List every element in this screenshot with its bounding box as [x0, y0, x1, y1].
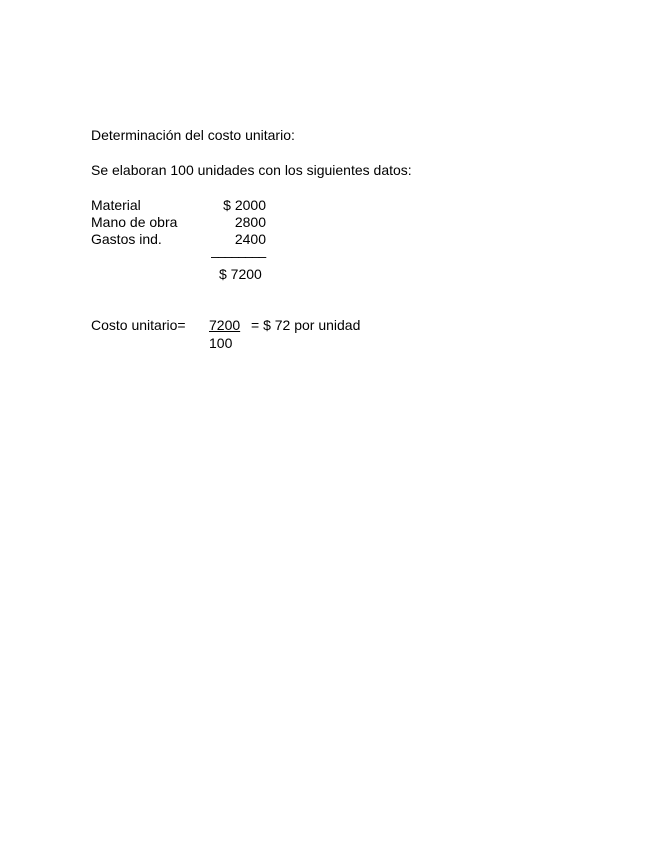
cost-label-labor: Mano de obra: [91, 214, 178, 230]
intro-text: Se elaboran 100 unidades con los siguientes datos:: [91, 162, 412, 178]
cost-amount-material: $ 2000: [223, 197, 266, 213]
cost-label-material: Material: [91, 197, 141, 213]
unit-cost-label: Costo unitario=: [91, 317, 186, 333]
fraction-denominator: 100: [209, 335, 233, 351]
cost-total: $ 7200: [219, 266, 262, 282]
document-heading: Determinación del costo unitario:: [91, 127, 295, 143]
cost-amount-overhead: 2400: [234, 231, 266, 247]
unit-cost-result: = $ 72 por unidad: [251, 317, 361, 333]
cost-amount-labor: 2800: [234, 214, 266, 230]
sum-separator: ––––––––: [211, 248, 266, 264]
cost-label-overhead: Gastos ind.: [91, 231, 162, 247]
fraction-numerator: 7200: [209, 317, 241, 333]
